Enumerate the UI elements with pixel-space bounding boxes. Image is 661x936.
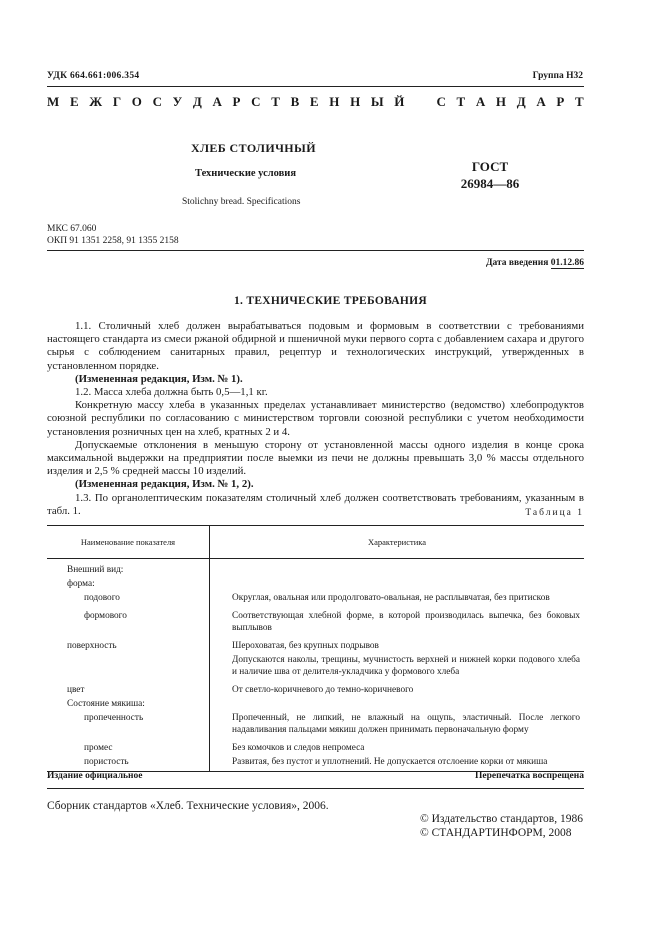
table-row xyxy=(47,559,584,578)
characteristic-cell xyxy=(210,577,585,591)
characteristic-text: Допускаются наколы, трещины, мучнистость верхней и нижней корки подового хлеба и наличие шва от делителя-укладчика у формового хлеба xyxy=(232,655,580,677)
characteristic-cell xyxy=(210,653,585,679)
indicator-cell: Внешний вид: xyxy=(47,559,210,578)
table-row xyxy=(47,635,584,653)
table-row xyxy=(47,711,584,737)
table-row xyxy=(47,737,584,755)
table-row xyxy=(47,653,584,679)
banner-letter: Н xyxy=(350,94,361,109)
document-title: ХЛЕБ СТОЛИЧНЫЙ xyxy=(191,141,316,155)
interstate-standard-banner xyxy=(47,94,584,110)
footer-rule xyxy=(47,788,584,789)
table-row xyxy=(47,697,584,711)
okp-code: ОКП 91 1351 2258, 91 1355 2158 xyxy=(47,236,179,246)
characteristic-cell xyxy=(210,697,585,711)
header-rule xyxy=(47,86,584,87)
english-title: Stolichny bread. Specifications xyxy=(182,197,301,207)
characteristic-text: От светло-коричневого до темно-коричневого xyxy=(232,685,414,695)
classification-codes xyxy=(47,223,179,247)
banner-letter: Н xyxy=(329,94,340,109)
column-header-indicator: Наименование показателя xyxy=(47,526,210,559)
banner-letter: Е xyxy=(69,94,79,109)
indicator-cell: форма: xyxy=(47,577,210,591)
characteristic-cell xyxy=(210,679,585,697)
banner-letter: Е xyxy=(309,94,319,109)
paragraph-1-2: 1.2. Масса хлеба должна быть 0,5—1,1 кг. xyxy=(75,386,268,399)
indicator-cell: промес xyxy=(47,737,210,755)
banner-letter: Ы xyxy=(370,94,384,109)
amendment-note: (Измененная редакция, Изм. № 1, 2). xyxy=(75,478,254,491)
table-row xyxy=(47,679,584,697)
indicator-cell: пористость xyxy=(47,755,210,772)
gost-label: ГОСТ xyxy=(471,159,509,174)
banner-letter: Д xyxy=(192,94,202,109)
characteristic-text: Пропеченный, не липкий, не влажный на ощупь, эластичный. После легкого надавливания пальцами мякиш должен принимать первоначальную форму xyxy=(232,713,580,735)
banner-letter: С xyxy=(251,94,261,109)
banner-letter: С xyxy=(436,94,446,109)
indicator-cell: поверхность xyxy=(47,635,210,653)
characteristic-cell xyxy=(210,737,585,755)
banner-letter: Ж xyxy=(89,94,103,109)
copyright-line: © СТАНДАРТИНФОРМ, 2008 xyxy=(419,827,572,839)
introduction-date xyxy=(486,258,584,268)
characteristic-cell xyxy=(210,605,585,635)
characteristic-cell xyxy=(210,559,585,578)
indicator-cell: Состояние мякиша: xyxy=(47,697,210,711)
banner-letter: А xyxy=(212,94,222,109)
copyright-line: © Издательство стандартов, 1986 xyxy=(419,813,583,825)
banner-letter: Р xyxy=(556,94,565,109)
banner-letter: М xyxy=(47,94,60,109)
section-heading: 1. ТЕХНИЧЕСКИЕ ТРЕБОВАНИЯ xyxy=(233,295,428,307)
paragraph-mass: Конкретную массу хлеба в указанных пределах устанавливает министерство (ведомство) хлебопродуктов союзной республики по согласованию с министерством торговли союзной республики с учетом необходимости установления розничных цен на хлеб, кратных 2 и 4. xyxy=(47,399,584,438)
banner-letter: А xyxy=(475,94,486,109)
indicator-cell: подового xyxy=(47,591,210,605)
column-header-characteristic: Характеристика xyxy=(210,526,585,559)
characteristic-text: Без комочков и следов непромеса xyxy=(232,743,365,753)
banner-letter: А xyxy=(536,94,546,109)
characteristic-cell xyxy=(210,711,585,737)
characteristic-cell xyxy=(210,755,585,772)
banner-letter: В xyxy=(290,94,300,109)
indicator-cell: пропеченность xyxy=(47,711,210,737)
banner-letter: Д xyxy=(516,94,526,109)
indicator-cell: формового xyxy=(47,605,210,635)
collection-reference: Сборник стандартов «Хлеб. Технические условия», 2006. xyxy=(47,800,329,812)
characteristic-text: Округлая, овальная или продолговато-овальная, не расплывчатая, без притисков xyxy=(232,593,550,603)
banner-letter: Н xyxy=(495,94,507,109)
paragraph-deviations: Допускаемые отклонения в меньшую сторону от установленной массы одного изделия в конце срока максимальной выдержки на предприятии после выемки из печи не должны превышать 3,0 % массы отдельного изделия и 2,5 % средней массы 10 изделий. xyxy=(47,438,584,478)
table-header-row xyxy=(47,526,584,559)
intro-date-value: 01.12.86 xyxy=(550,258,584,268)
organoleptic-table xyxy=(47,525,584,772)
banner-letter: Р xyxy=(232,94,241,109)
indicator-cell xyxy=(47,653,210,679)
banner-letter: О xyxy=(131,94,142,109)
banner-letter: Г xyxy=(112,94,122,109)
banner-letter: Т xyxy=(271,94,280,109)
body-text xyxy=(47,320,584,518)
banner-letter: У xyxy=(172,94,183,109)
udk-code: УДК 664.661:006.354 xyxy=(47,71,140,81)
paragraph-1-1: 1.1. Столичный хлеб должен вырабатываться подовым и формовым в соответствии с требованиями настоящего стандарта из смеси ржаной обдирной и пшеничной муки первого сорта с добавлением сахара и другого сырья с соблюдением санитарных правил, рецептур и технологических инструкций, утвержденных в установленном порядке. xyxy=(47,320,584,372)
characteristic-cell xyxy=(210,591,585,605)
banner-letter: С xyxy=(152,94,162,109)
document-subtitle: Технические условия xyxy=(195,168,297,179)
table-row xyxy=(47,605,584,635)
mks-code: МКС 67.060 xyxy=(47,224,97,234)
table-row xyxy=(47,591,584,605)
paragraph-1-3: 1.3. По органолептическим показателям столичный хлеб должен соответствовать требованиям, указанным в табл. 1. xyxy=(47,491,584,517)
characteristic-text: Соответствующая хлебной форме, в которой производилась выпечка, без боковых выплывов xyxy=(232,611,580,633)
classification-rule xyxy=(47,250,584,251)
characteristic-cell xyxy=(210,635,585,653)
banner-letter: Й xyxy=(394,94,405,109)
characteristic-text: Развитая, без пустот и уплотнений. Не допускается отслоение корки от мякиша xyxy=(232,757,548,767)
group-code: Группа Н32 xyxy=(532,71,583,81)
amendment-note: (Измененная редакция, Изм. № 1). xyxy=(75,372,243,385)
table-row xyxy=(47,755,584,772)
intro-date-label: Дата введения xyxy=(485,258,549,268)
characteristic-text: Шероховатая, без крупных подрывов xyxy=(232,641,379,651)
banner-letter: Т xyxy=(575,94,584,109)
banner-letter: Т xyxy=(456,94,466,109)
official-edition-note: Издание официальное xyxy=(47,771,143,781)
indicator-cell: цвет xyxy=(47,679,210,697)
table-label: Таблица 1 xyxy=(525,508,584,518)
copyright-block xyxy=(420,812,583,840)
gost-number xyxy=(455,158,525,192)
gost-code: 26984—86 xyxy=(460,176,520,191)
reprint-prohibited-note: Перепечатка воспрещена xyxy=(474,771,584,781)
table-row xyxy=(47,577,584,591)
